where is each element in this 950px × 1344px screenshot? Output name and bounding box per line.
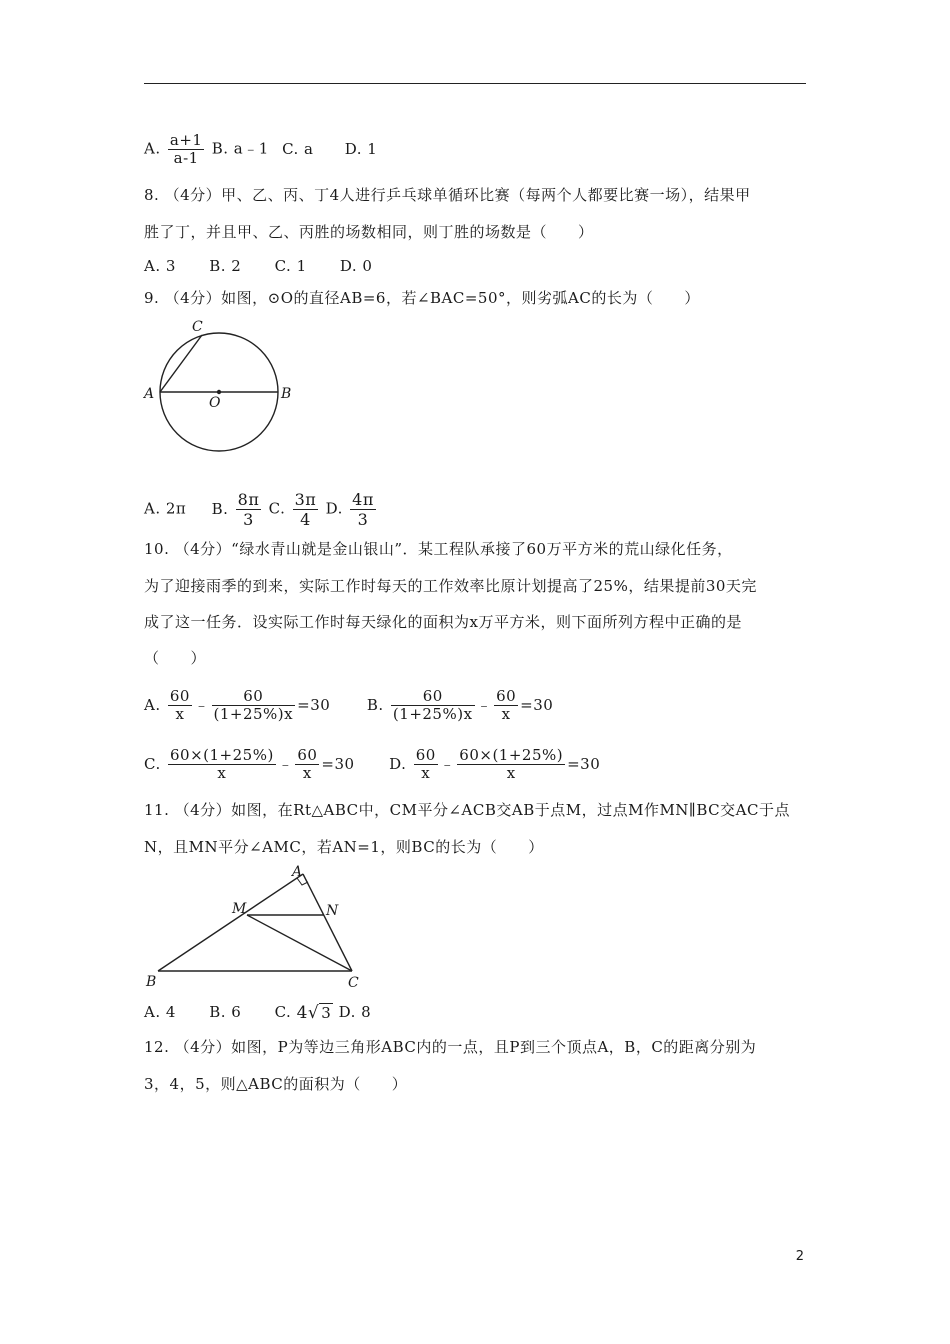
fraction-numerator: 60×(1+25%) xyxy=(459,746,564,764)
side-ac xyxy=(303,874,352,971)
q11-stem-line2: N，且MN平分∠AMC，若AN=1，则BC的长为（ ） xyxy=(144,838,544,856)
q7-option-b: B. a﹣1 xyxy=(211,139,269,158)
label-b: B xyxy=(281,386,292,402)
fraction-numerator: a+1 xyxy=(169,131,203,149)
q11-option-c-radical xyxy=(297,1003,334,1023)
minus-sign: ﹣ xyxy=(277,754,294,773)
q10-option-b xyxy=(366,687,554,723)
q10-option-c xyxy=(144,746,360,782)
fraction-denominator: x xyxy=(421,764,431,782)
minus-sign: ﹣ xyxy=(193,695,210,714)
radical-coefficient: 4 xyxy=(296,1003,308,1023)
fraction-numerator: 60 xyxy=(297,746,318,764)
option-prefix: D. xyxy=(389,754,407,773)
q10-stem-line4: （ ） xyxy=(144,649,207,667)
q11-option-a: A. 4 xyxy=(144,1003,176,1021)
label-c: C xyxy=(192,319,203,335)
fraction-numerator: 60 xyxy=(169,687,190,705)
equals-rhs: =30 xyxy=(520,695,554,714)
q10-options-cd xyxy=(144,747,600,782)
q10-option-a xyxy=(144,687,336,723)
q9-option-c-prefix: C. xyxy=(268,499,286,518)
label-n: N xyxy=(326,903,339,919)
fraction-numerator: 60×(1+25%) xyxy=(170,746,274,764)
page-number: 2 xyxy=(795,1249,804,1264)
fraction-denominator: (1+25%)x xyxy=(392,705,473,723)
q11-stem-line1: 11. （4分）如图，在Rt△ABC中，CM平分∠ACB交AB于点M，过点M作MN∥BC交AC于点 xyxy=(144,801,790,819)
option-prefix: B. xyxy=(366,695,384,714)
minus-sign: ﹣ xyxy=(476,695,493,714)
fraction-denominator: 3 xyxy=(243,510,254,529)
q8-option-c: C. 1 xyxy=(274,257,307,275)
fraction-denominator: (1+25%)x xyxy=(213,705,294,723)
label-b: B xyxy=(146,974,157,990)
header-rule xyxy=(144,83,806,84)
fraction-denominator: x xyxy=(506,764,516,782)
label-m: M xyxy=(232,901,247,917)
fraction xyxy=(414,747,438,782)
q9-option-c-fraction xyxy=(293,490,319,529)
fraction xyxy=(168,688,192,723)
fraction xyxy=(168,747,276,782)
fraction-denominator: x xyxy=(217,764,227,782)
q11-option-d: D. 8 xyxy=(338,1003,372,1021)
fraction-numerator: 60 xyxy=(415,746,436,764)
q8-options xyxy=(144,256,372,276)
fraction xyxy=(212,688,296,723)
minus-sign: ﹣ xyxy=(439,754,456,773)
q9-stem: 9. （4分）如图，⊙O的直径AB=6，若∠BAC=50°，则劣弧AC的长为（ ） xyxy=(144,289,700,307)
equals-rhs: =30 xyxy=(321,754,355,773)
q11-option-c-prefix: C. xyxy=(274,1003,292,1021)
q12-stem-line1: 12. （4分）如图，P为等边三角形ABC内的一点，且P到三个顶点A，B，C的距离分别为 xyxy=(144,1038,757,1056)
q7-option-a-fraction xyxy=(168,132,205,167)
option-prefix: A. xyxy=(144,695,161,714)
q9-circle-figure xyxy=(140,314,300,454)
fraction-denominator: x xyxy=(302,764,312,782)
q8-stem-line1: 8. （4分）甲、乙、丙、丁4人进行乒乓球单循环比赛（每两个人都要比赛一场），结果甲 xyxy=(144,186,751,204)
fraction-denominator: x xyxy=(501,705,511,723)
fraction xyxy=(391,688,475,723)
q10-stem-line1: 10. （4分）“绿水青山就是金山银山”．某工程队承接了60万平方米的荒山绿化任务， xyxy=(144,540,733,558)
chord-ac xyxy=(160,335,202,392)
fraction-denominator: 4 xyxy=(300,510,311,529)
q10-options-ab xyxy=(144,688,553,723)
q9-option-d-prefix: D. xyxy=(325,499,343,518)
q8-option-b: B. 2 xyxy=(209,257,242,275)
q11-options xyxy=(144,1002,371,1023)
q9-option-b-prefix: B. xyxy=(211,499,229,518)
label-o: O xyxy=(209,395,221,411)
q9-option-b-fraction xyxy=(236,490,262,529)
q7-option-a-prefix: A. xyxy=(144,139,161,158)
fraction-numerator: 60 xyxy=(212,688,296,706)
fraction-denominator: a-1 xyxy=(173,149,199,167)
fraction-numerator: 4π xyxy=(352,490,374,509)
fraction-denominator: 3 xyxy=(357,510,369,529)
center-point-o xyxy=(217,390,221,394)
q9-options xyxy=(144,490,378,529)
radicand: 3 xyxy=(321,1004,332,1022)
fraction xyxy=(494,688,518,723)
q10-stem-line2: 为了迎接雨季的到来，实际工作时每天的工作效率比原计划提高了25%，结果提前30天完 xyxy=(144,577,757,595)
sqrt-icon: √ xyxy=(307,1003,320,1023)
q11-option-b: B. 6 xyxy=(209,1003,242,1021)
fraction-numerator: 60 xyxy=(391,688,475,706)
q8-option-a: A. 3 xyxy=(144,257,176,275)
q11-triangle-figure xyxy=(140,864,370,994)
equals-rhs: =30 xyxy=(567,754,601,773)
side-ab xyxy=(158,874,303,971)
q7-options xyxy=(144,132,377,167)
q12-stem-line2: 3，4，5，则△ABC的面积为（ ） xyxy=(144,1075,408,1093)
q8-option-d: D. 0 xyxy=(339,257,373,275)
q8-stem-line2: 胜了丁，并且甲、乙、丙胜的场数相同，则丁胜的场数是（ ） xyxy=(144,223,594,241)
q9-option-d-fraction xyxy=(350,490,376,529)
equals-rhs: =30 xyxy=(297,695,331,714)
fraction-numerator: 8π xyxy=(237,490,260,509)
segment-cm xyxy=(247,915,352,971)
q10-option-d xyxy=(389,746,601,782)
fraction-numerator: 60 xyxy=(496,687,517,705)
option-prefix: C. xyxy=(144,754,161,773)
q7-option-c: C. a xyxy=(282,139,314,158)
q10-stem-line3: 成了这一任务．设实际工作时每天绿化的面积为x万平方米，则下面所列方程中正确的是 xyxy=(144,613,742,631)
label-c: C xyxy=(348,975,359,991)
fraction-numerator: 3π xyxy=(294,490,317,509)
fraction xyxy=(457,747,565,782)
fraction-denominator: x xyxy=(175,705,185,723)
q7-option-d: D. 1 xyxy=(344,139,378,158)
q9-option-a: A. 2π xyxy=(144,499,187,518)
label-a: A xyxy=(144,386,155,402)
label-a: A xyxy=(292,864,303,880)
fraction xyxy=(295,747,319,782)
